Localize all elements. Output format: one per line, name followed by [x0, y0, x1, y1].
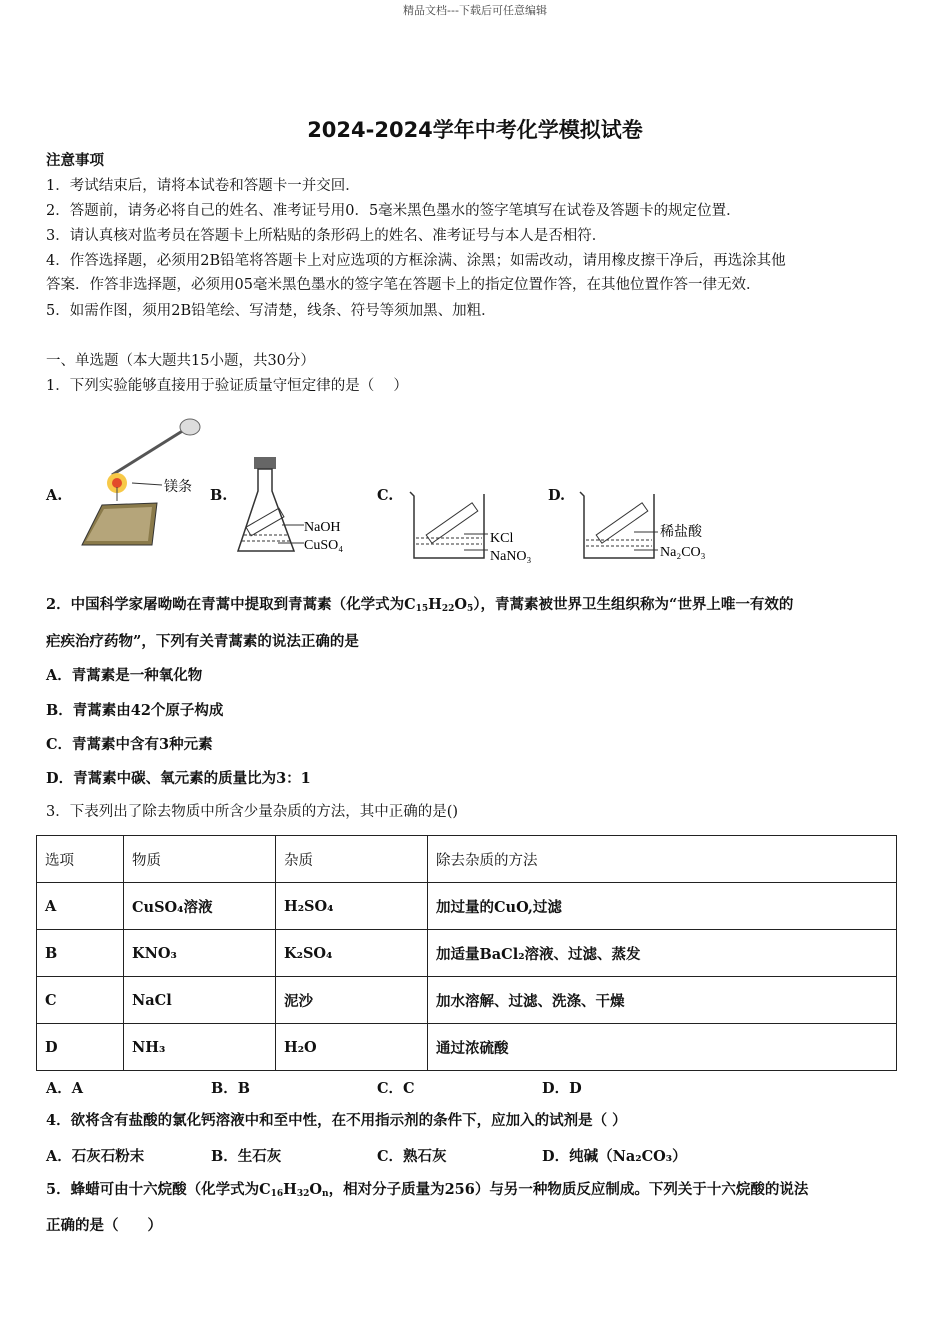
- table-header: 杂质: [276, 836, 428, 883]
- q5-stem-line2: 正确的是（ ）: [46, 1217, 162, 1234]
- table-cell: D: [37, 1024, 124, 1071]
- label-b2: CuSO₄: [304, 538, 344, 553]
- table-cell: 通过浓硫酸: [428, 1024, 897, 1071]
- q5-element: H: [283, 1181, 297, 1198]
- q5-element: O: [309, 1181, 323, 1198]
- label-a: 镁条: [164, 480, 192, 495]
- q1-option-c: C.: [377, 487, 394, 504]
- q2-sub: 5: [467, 604, 474, 614]
- table-cell: K₂SO₄: [276, 930, 428, 977]
- table-cell: 泥沙: [276, 977, 428, 1024]
- notice-heading: 注意事项: [46, 152, 104, 169]
- label-d1: 稀盐酸: [660, 525, 702, 540]
- q3-option-d: D．D: [542, 1080, 582, 1097]
- q1-image-d: [576, 488, 726, 568]
- q5-stem-a: 5．蜂蜡可由十六烷酸（化学式为C: [46, 1181, 271, 1198]
- table-header: 选项: [37, 836, 124, 883]
- q1-option-d: D.: [548, 487, 566, 504]
- q5-stem-b: ，相对分子质量为256）与另一种物质反应制成。下列关于十六烷酸的说法: [328, 1181, 809, 1198]
- table-cell: 加过量的CuO,过滤: [428, 883, 897, 930]
- table-cell: B: [37, 930, 124, 977]
- q3-option-c: C．C: [377, 1080, 415, 1097]
- q3-table: [36, 835, 897, 1071]
- q1-image-c: [404, 488, 554, 568]
- notice-item: 1．考试结束后，请将本试卷和答题卡一并交回．: [46, 178, 360, 194]
- label-b1: NaOH: [304, 520, 341, 535]
- q2-option-b: B．青蒿素由42个原子构成: [46, 702, 224, 719]
- q4-option-d: D．纯碱（Na₂CO₃）: [542, 1148, 687, 1165]
- q2-stem-a: 2．中国科学家屠呦呦在青蒿中提取到青蒿素（化学式为C: [46, 596, 416, 613]
- q4-stem: 4．欲将含有盐酸的氯化钙溶液中和至中性，在不用指示剂的条件下，应加入的试剂是（ ）: [46, 1112, 627, 1129]
- table-row: [37, 1024, 897, 1071]
- q2-sub: 22: [441, 604, 455, 614]
- table-header: 物质: [124, 836, 276, 883]
- table-cell: KNO₃: [124, 930, 276, 977]
- table-cell: 加适量BaCl₂溶液、过滤、蒸发: [428, 930, 897, 977]
- table-cell: H₂SO₄: [276, 883, 428, 930]
- q3-option-a: A．A: [46, 1080, 84, 1097]
- notice-item: 2．答题前，请务必将自己的姓名、准考证号用0．5毫米黑色墨水的签字笔填写在试卷及答题卡的规定位置．: [46, 203, 741, 219]
- notice-item: 答案．作答非选择题，必须用05毫米黑色墨水的签字笔在答题卡上的指定位置作答，在其他位置作答一律无效．: [46, 277, 761, 293]
- q2-stem-b: ），青蒿素被世界卫生组织称为“世界上唯一有效的: [473, 596, 794, 613]
- notice-item: 5．如需作图，须用2B铅笔绘、写清楚，线条、符号等须加黑、加粗．: [46, 303, 496, 319]
- table-cell: 加水溶解、过滤、洗涤、干燥: [428, 977, 897, 1024]
- table-cell: C: [37, 977, 124, 1024]
- table-cell: NaCl: [124, 977, 276, 1024]
- q5-sub: n: [322, 1189, 329, 1199]
- q4-option-c: C．熟石灰: [377, 1148, 447, 1165]
- page-title: 2024-2024学年中考化学模拟试卷: [307, 118, 643, 142]
- table-cell: NH₃: [124, 1024, 276, 1071]
- q4-option-b: B．生石灰: [211, 1148, 282, 1165]
- q1-option-a: A.: [46, 487, 63, 504]
- table-row: [37, 930, 897, 977]
- q2-option-c: C．青蒿素中含有3种元素: [46, 736, 213, 753]
- q4-option-a: A．石灰石粉末: [46, 1148, 145, 1165]
- notice-item: 4．作答选择题，必须用2B铅笔将答题卡上对应选项的方框涂满、涂黑；如需改动，请用橡皮擦干净后，再选涂其他: [46, 253, 786, 269]
- section-heading: 一、单选题（本大题共15小题，共30分）: [46, 353, 315, 369]
- q1-option-b: B.: [210, 487, 228, 504]
- page-header: 精品文档---下载后可任意编辑: [403, 4, 547, 17]
- label-c2: NaNO₃: [490, 549, 532, 564]
- table-row: [37, 883, 897, 930]
- q2-option-a: A．青蒿素是一种氧化物: [46, 667, 203, 684]
- q2-stem-line2: 疟疾治疗药物”，下列有关青蒿素的说法正确的是: [46, 633, 359, 650]
- q1-stem: 1．下列实验能够直接用于验证质量守恒定律的是（ ）: [46, 378, 408, 394]
- table-row: [37, 977, 897, 1024]
- q5-sub: 16: [270, 1189, 284, 1199]
- q5-sub: 32: [296, 1189, 310, 1199]
- q2-element: H: [428, 596, 442, 613]
- q3-option-b: B．B: [211, 1080, 251, 1097]
- label-c1: KCl: [490, 531, 514, 546]
- q2-stem-line1: [46, 595, 793, 619]
- table-header: 除去杂质的方法: [428, 836, 897, 883]
- q2-sub: 15: [415, 604, 429, 614]
- q3-stem: 3．下表列出了除去物质中所含少量杂质的方法，其中正确的是(): [46, 804, 459, 820]
- label-d2: Na₂CO₃: [660, 545, 706, 560]
- q1-image-a: [72, 405, 212, 565]
- q2-element: O: [454, 596, 468, 613]
- q2-option-d: D．青蒿素中碳、氧元素的质量比为3：1: [46, 770, 311, 787]
- table-cell: H₂O: [276, 1024, 428, 1071]
- q1-image-b: [232, 455, 372, 565]
- notice-item: 3．请认真核对监考员在答题卡上所粘贴的条形码上的姓名、准考证号与本人是否相符．: [46, 228, 607, 244]
- q5-stem-line1: [46, 1180, 808, 1204]
- table-cell: CuSO₄溶液: [124, 883, 276, 930]
- table-cell: A: [37, 883, 124, 930]
- table-header-row: [37, 836, 897, 883]
